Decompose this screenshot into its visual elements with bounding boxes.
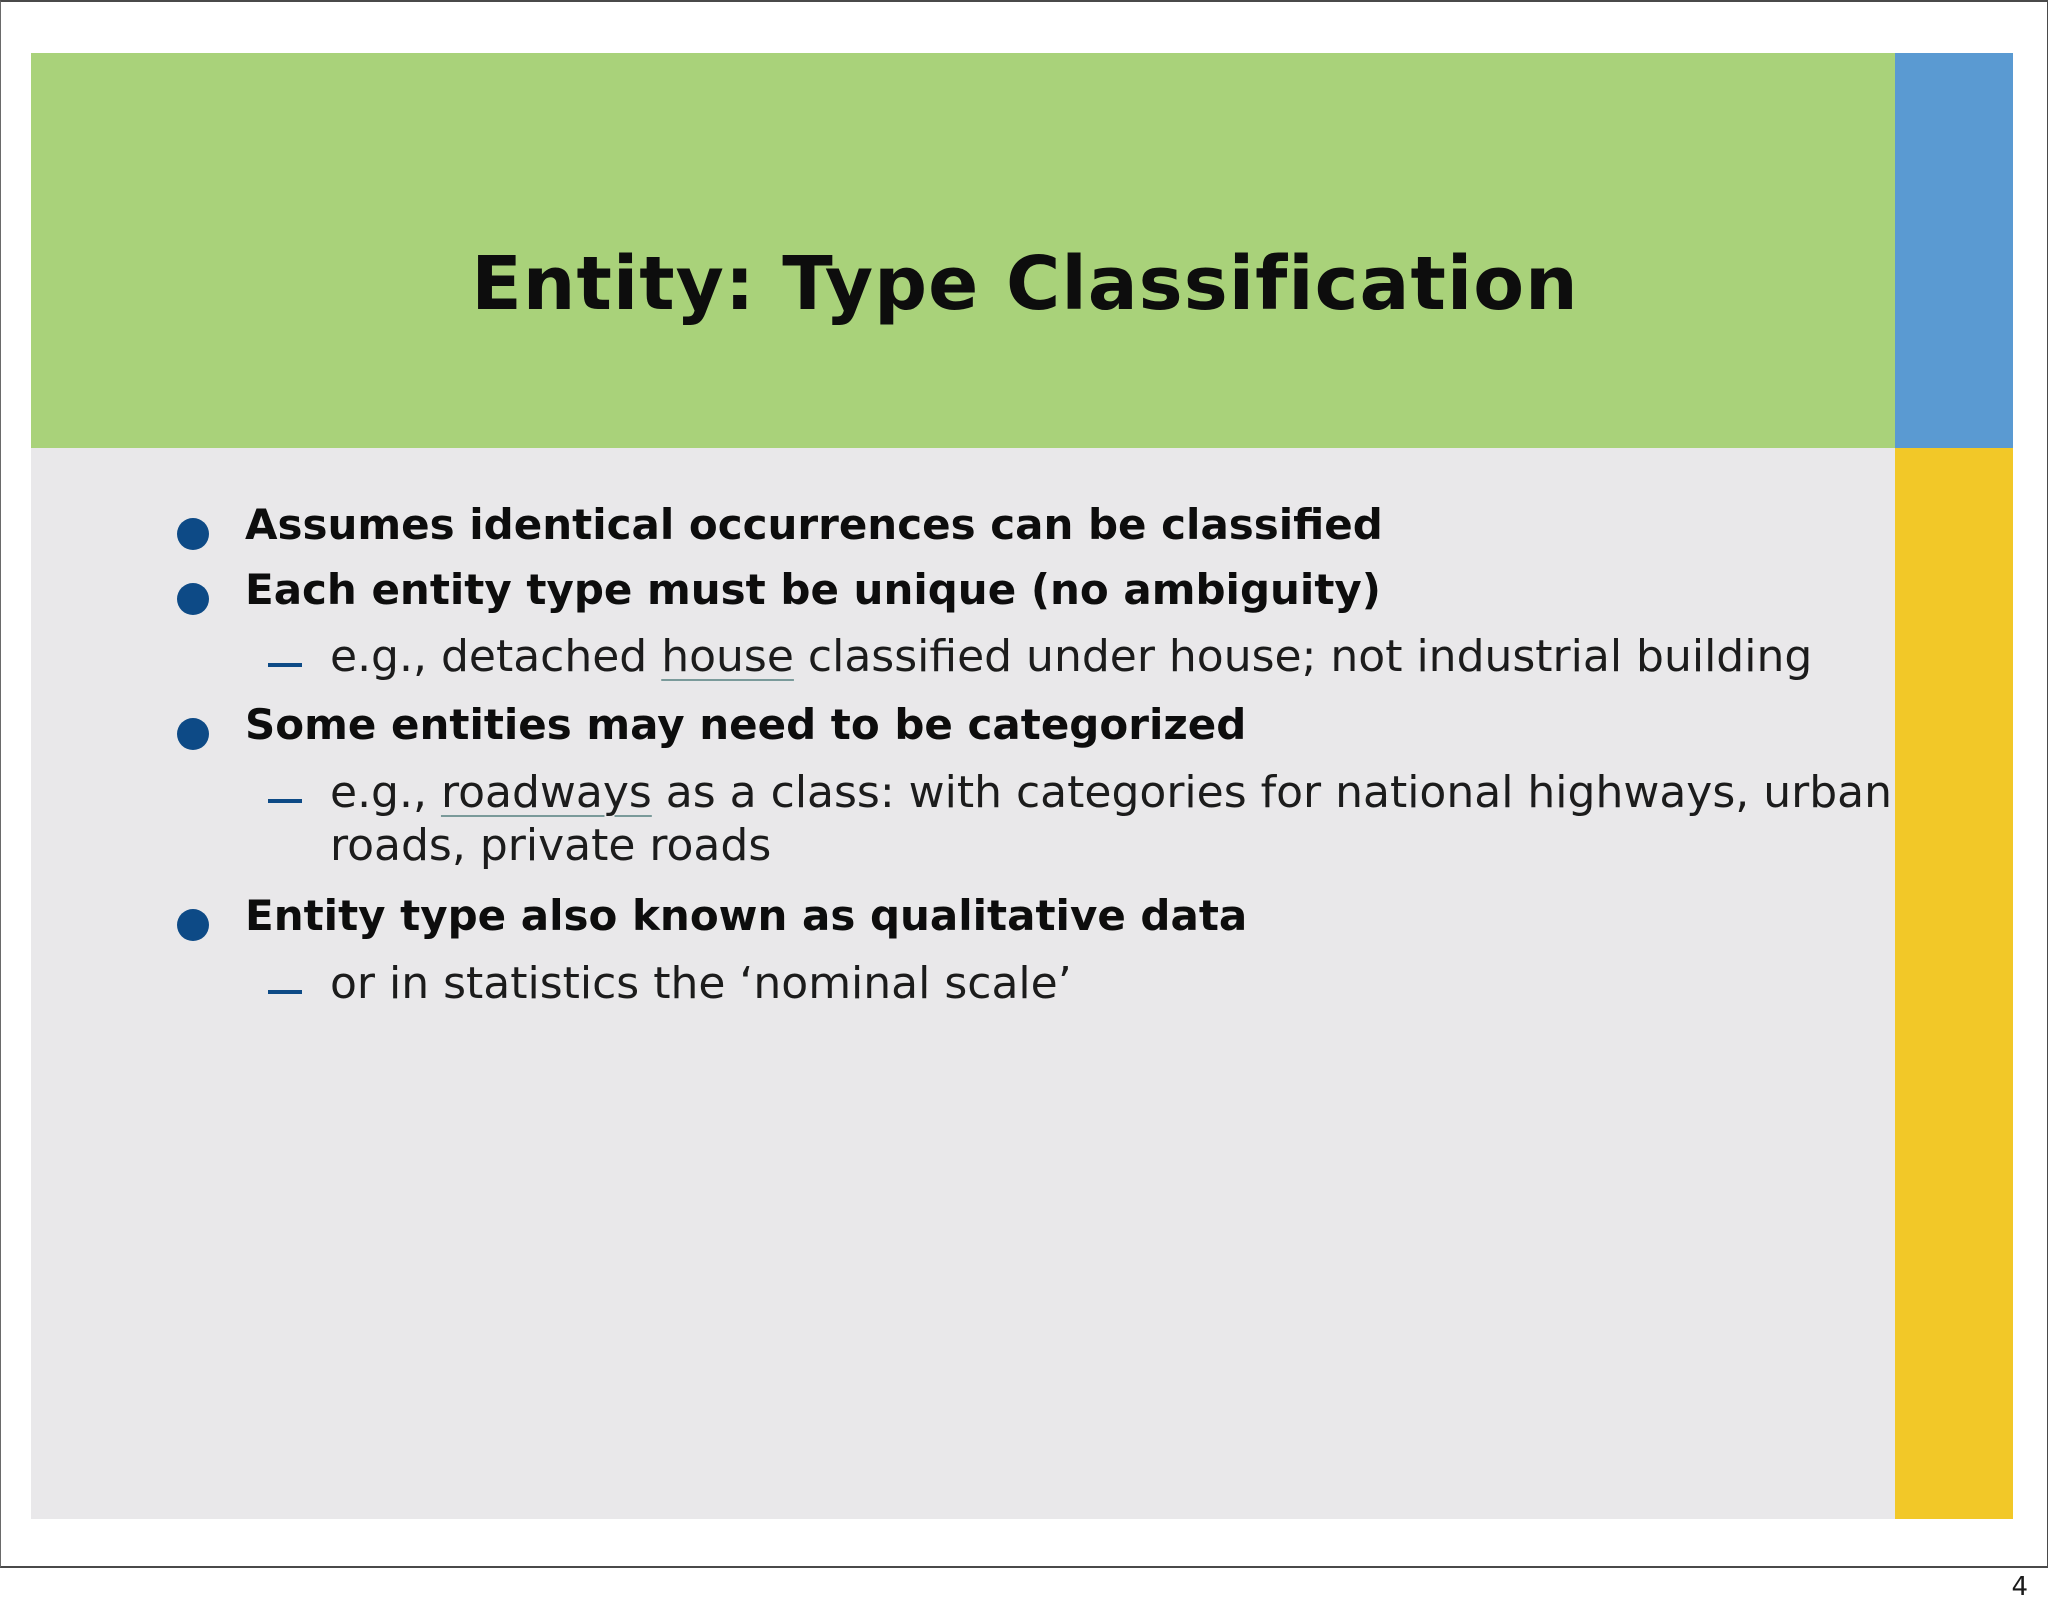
sub-bullet-item xyxy=(330,767,1892,818)
sub-bullet-item xyxy=(330,631,1812,682)
sub-bullet-text: e.g., detached xyxy=(330,631,662,682)
bullet-dot-icon xyxy=(177,718,209,750)
sub-bullet-text: e.g., xyxy=(330,767,441,818)
sub-bullet-dash-icon xyxy=(268,663,302,667)
side-bar-bottom xyxy=(1895,448,2013,1519)
slide-title: Entity: Type Classification xyxy=(471,241,1579,327)
bullet-item: Some entities may need to be categorized xyxy=(245,700,1247,749)
slide xyxy=(31,53,1895,1519)
underlined-term: house xyxy=(661,631,794,682)
bullet-item: Each entity type must be unique (no ambiguity) xyxy=(245,565,1381,614)
bullet-item: Entity type also known as qualitative data xyxy=(245,891,1248,940)
bullet-dot-icon xyxy=(177,583,209,615)
side-bar-top xyxy=(1895,53,2013,448)
bullet-dot-icon xyxy=(177,518,209,550)
bullet-item: Assumes identical occurrences can be classified xyxy=(245,500,1383,549)
sub-bullet-dash-icon xyxy=(268,990,302,994)
page-number: 4 xyxy=(2011,1572,2028,1602)
sub-bullet-item: or in statistics the ‘nominal scale’ xyxy=(330,958,1072,1009)
underlined-term: roadways xyxy=(440,767,652,818)
bullet-dot-icon xyxy=(177,909,209,941)
sub-bullet-text: classified under house; not industrial building xyxy=(793,631,1813,682)
sub-bullet-dash-icon xyxy=(268,799,302,803)
sub-bullet-text: as a class: with categories for national highways, urban xyxy=(651,767,1892,818)
sub-bullet-continuation: roads, private roads xyxy=(330,820,772,871)
